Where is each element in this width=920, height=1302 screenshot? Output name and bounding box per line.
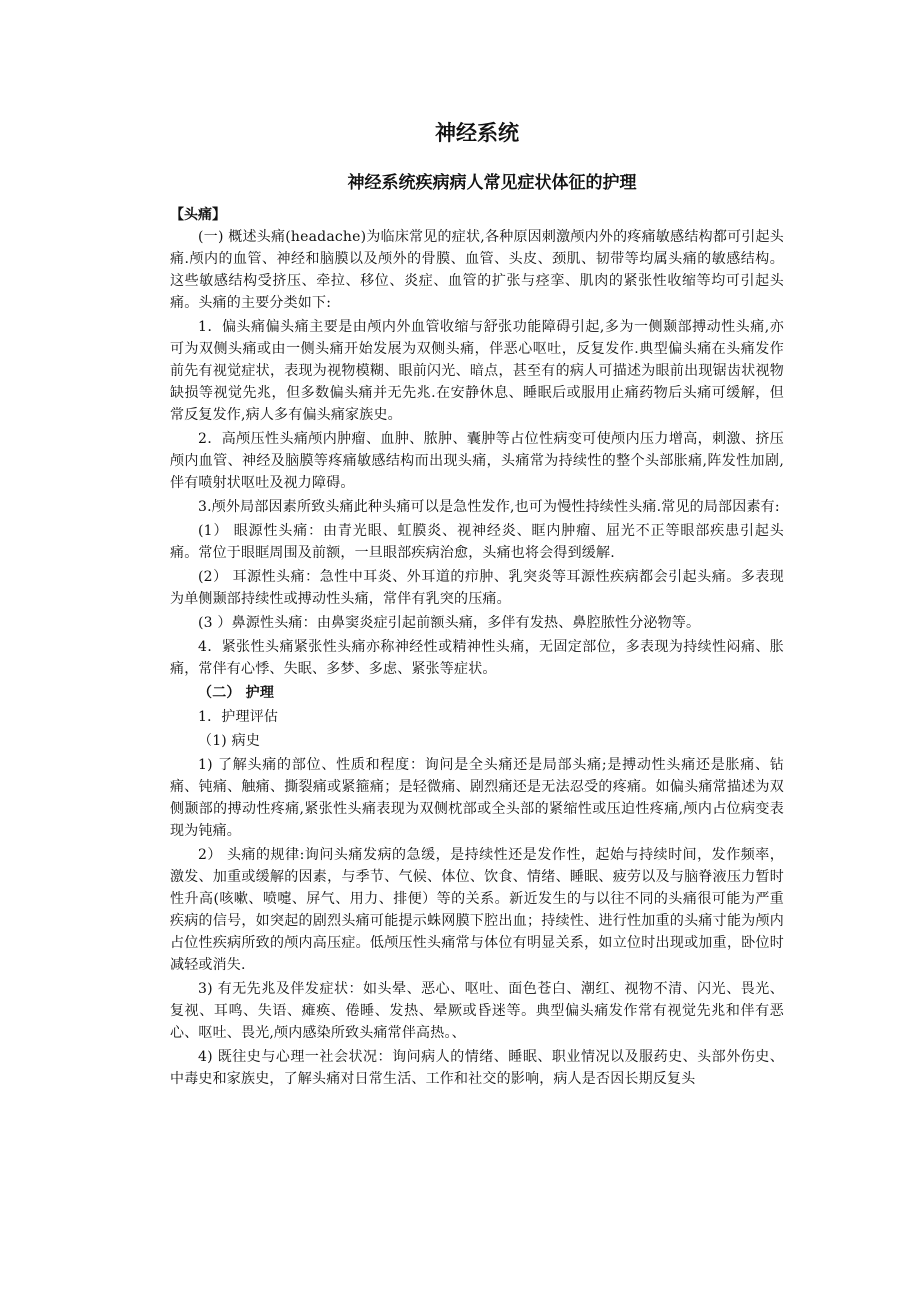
nursing-assessment: 1．护理评估 <box>198 709 279 725</box>
nursing-heading: （二） 护理 <box>198 685 275 701</box>
section-title: 神经系统疾病病人常见症状体征的护理 <box>347 173 637 193</box>
paragraph-nose-headache: (3 ）鼻源性头痛：由鼻窦炎症引起前额头痛，多伴有发热、鼻腔脓性分泌物等。 <box>198 615 701 631</box>
page-title: 神经系统 <box>435 121 519 145</box>
paragraph-migraine: 1．偏头痛偏头痛主要是由颅内外血管收缩与舒张功能障碍引起,多为一侧颞部搏动性头痛,亦可为双侧头痛或由一侧头痛开始发展为双侧头痛，伴恶心呕吐，反复发作.典型偏头痛在头痛发作前先有视觉症状，表现为视物模糊、眼前闪光、暗点，甚至有的病人可描述为眼前出现锯齿状视物缺损等视觉先兆，但多数偏头痛并无先兆.在安静休息、睡眠后或服用止痛药物后头痛可缓解，但常反复发作,病人多有偏头痛家族史。 <box>170 319 784 423</box>
paragraph-eye-headache: (1） 眼源性头痛：由青光眼、虹膜炎、视神经炎、眶内肿瘤、屈光不正等眼部疾患引起头痛。常位于眼眶周围及前额，一旦眼部疾病治愈，头痛也将会得到缓解. <box>170 523 784 561</box>
headache-heading: 【头痛】 <box>170 207 226 223</box>
paragraph-tension-headache: 4．紧张性头痛紧张性头痛亦称神经性或精神性头痛，无固定部位，多表现为持续性闷痛、胀痛，常伴有心悸、失眠、多梦、多虑、紧张等症状。 <box>170 639 784 677</box>
paragraph-history-psychosocial: 4) 既往史与心理一社会状况：询问病人的情绪、睡眠、职业情况以及服药史、头部外伤史、中毒史和家族史，了解头痛对日常生活、工作和社交的影响，病人是否因长期反复头 <box>170 1049 784 1087</box>
paragraph-aura-symptoms: 3) 有无先兆及伴发症状：如头晕、恶心、呕吐、面色苍白、潮红、视物不清、闪光、畏光、复视、耳鸣、失语、瘫痪、倦睡、发热、晕厥或昏迷等。典型偏头痛发作常有视觉先兆和伴有恶心、呕吐、畏光,颅内感染所致头痛常伴高热。、 <box>170 981 784 1041</box>
paragraph-pain-location: 1) 了解头痛的部位、性质和程度：询问是全头痛还是局部头痛;是搏动性头痛还是胀痛、钻痛、钝痛、触痛、撕裂痛或紧箍痛；是轻微痛、剧烈痛还是无法忍受的疼痛。如偏头痛常描述为双侧颞部的搏动性疼痛,紧张性头痛表现为双侧枕部或全头部的紧缩性或压迫性疼痛,颅内占位病变表现为钝痛。 <box>170 757 784 839</box>
paragraph-local-factors: 3.颅外局部因素所致头痛此种头痛可以是急性发作,也可为慢性持续性头痛.常见的局部因素有: <box>198 499 780 515</box>
paragraph-ear-headache: (2） 耳源性头痛：急性中耳炎、外耳道的疖肿、乳突炎等耳源性疾病都会引起头痛。多表现为单侧颞部持续性或搏动性头痛，常伴有乳突的压痛。 <box>170 569 784 607</box>
paragraph-overview: (一) 概述头痛(headache)为临床常见的症状,各种原因刺激颅内外的疼痛敏感结构都可引起头痛.颅内的血管、神经和脑膜以及颅外的骨膜、血管、头皮、颈肌、韧带等均属头痛的敏感结构。这些敏感结构受挤压、牵拉、移位、炎症、血管的扩张与痉挛、肌肉的紧张性收缩等均可引起头痛。头痛的主要分类如下: <box>170 229 784 311</box>
document-page <box>170 118 784 1092</box>
paragraph-pain-pattern: 2） 头痛的规律:询问头痛发病的急缓，是持续性还是发作性，起始与持续时间，发作频率，激发、加重或缓解的因素，与季节、气候、体位、饮食、情绪、睡眠、疲劳以及与脑脊液压力暂时性升高(咳嗽、喷嚏、屏气、用力、排便）等的关系。新近发生的与以往不同的头痛很可能为严重疾病的信号，如突起的剧烈头痛可能提示蛛网膜下腔出血；持续性、进行性加重的头痛寸能为颅内占位性疾病所致的颅内高压症。低颅压性头痛常与体位有明显关系，如立位时出现或加重，卧位时减轻或消失. <box>170 847 784 973</box>
paragraph-high-pressure: 2．高颅压性头痛颅内肿瘤、血肿、脓肿、囊肿等占位性病变可使颅内压力增高，刺激、挤压颅内血管、神经及脑膜等疼痛敏感结构而出现头痛，头痛常为持续性的整个头部胀痛,阵发性加剧,伴有喷射状呕吐及视力障碍。 <box>170 431 784 491</box>
nursing-history: （1) 病史 <box>198 733 261 749</box>
